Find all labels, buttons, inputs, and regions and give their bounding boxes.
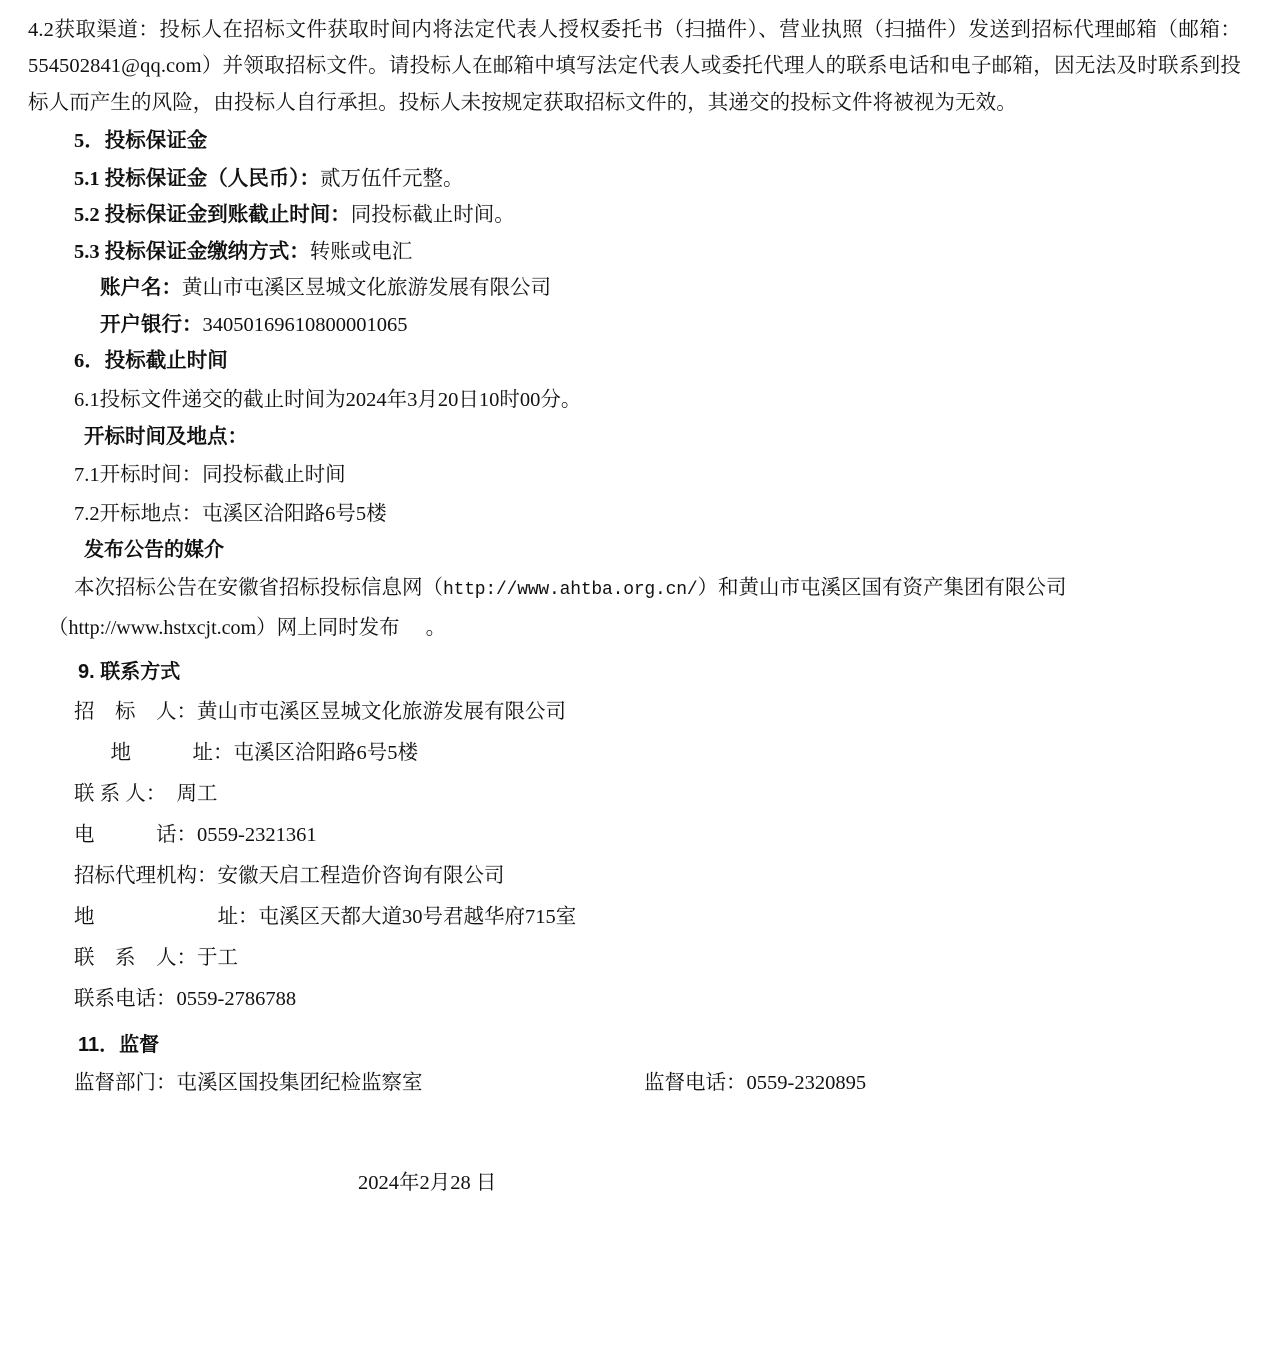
contact-value-agency: 安徽天启工程造价咨询有限公司 <box>217 864 505 887</box>
contact-row-bidder <box>28 692 1241 733</box>
item-7-2: 7.2开标地点：屯溪区洽阳路6号5楼 <box>74 502 387 525</box>
account-name-value: 黄山市屯溪区昱城文化旅游发展有限公司 <box>182 277 551 300</box>
contact-row-agency-phone <box>28 979 1241 1020</box>
heading-5: 5．投标保证金 <box>74 130 208 153</box>
account-name-label: 账户名： <box>100 277 182 300</box>
contact-label-agency-person: 联 系 人： <box>74 946 197 969</box>
contact-value-phone: 0559-2321361 <box>197 823 317 846</box>
contact-value-bidder: 黄山市屯溪区昱城文化旅游发展有限公司 <box>197 700 566 723</box>
media-text-part5: 。 <box>425 617 447 640</box>
media-text-part3: （ <box>48 617 69 640</box>
item-5-1 <box>28 161 1241 197</box>
ahtba-url: http://www.ahtba.org.cn/ <box>443 580 698 601</box>
contact-value-address: 屯溪区洽阳路6号5楼 <box>233 741 418 764</box>
contact-row-phone <box>28 815 1241 856</box>
item-5-3-label: 5.3 投标保证金缴纳方式： <box>74 240 310 263</box>
contact-row-person <box>28 774 1241 815</box>
contact-row-address <box>28 733 1241 774</box>
hstxcjt-url: http://www.hstxcjt.com <box>68 617 257 640</box>
item-5-2-label: 5.2 投标保证金到账截止时间： <box>74 204 351 227</box>
supervise-row <box>28 1064 1241 1103</box>
contact-value-agency-phone: 0559-2786788 <box>176 987 297 1010</box>
supervise-phone-value: 0559-2320895 <box>746 1072 867 1095</box>
contact-label-agency-phone: 联系电话： <box>74 987 177 1010</box>
media-paragraph-line1 <box>28 569 1241 609</box>
heading-9: 9. 联系方式 <box>78 661 181 684</box>
supervise-dept <box>74 1064 644 1103</box>
heading-6: 6．投标截止时间 <box>74 350 228 373</box>
supervise-phone-label: 监督电话： <box>644 1072 747 1095</box>
supervise-dept-label: 监督部门： <box>74 1072 177 1095</box>
contact-label-agency: 招标代理机构： <box>74 864 218 887</box>
document-date: 2024年2月28 日 <box>358 1172 497 1195</box>
bank-row <box>28 307 1241 343</box>
item-7-1: 7.1开标时间：同投标截止时间 <box>74 464 346 487</box>
contact-row-agency-address <box>28 897 1241 938</box>
contact-label-person: 联 系 人： <box>74 782 156 805</box>
item-5-2-value: 同投标截止时间。 <box>350 204 515 227</box>
media-text-part1: 本次招标公告在安徽省招标投标信息网（ <box>74 577 443 600</box>
item-5-1-label: 5.1 投标保证金（人民币）： <box>74 167 320 190</box>
contact-label-agency-address: 地 址： <box>74 905 259 928</box>
media-text-part2: ）和黄山市屯溪区国有资产集团有限公司 <box>697 577 1067 600</box>
contact-label-address: 地 址： <box>90 741 234 764</box>
account-name-row <box>28 270 1241 306</box>
item-5-2 <box>28 197 1241 233</box>
item-6-1: 6.1投标文件递交的截止时间为2024年3月20日10时00分。 <box>74 388 582 411</box>
paragraph-4-2: 4.2获取渠道：投标人在招标文件获取时间内将法定代表人授权委托书（扫描件）、营业执照（扫描件）发送到招标代理邮箱（邮箱：554502841@qq.com）并领取招标文件。请投标人在邮箱中填写法定代表人或委托代理人的联系电话和电子邮箱，因无法及时联系到投标人而产生的风险，由投标人自行承担。投标人未按规定获取招标文件的，其递交的投标文件将被视为无效。 <box>28 19 1241 114</box>
bank-value: 34050169610800001065 <box>202 313 408 336</box>
item-5-3 <box>28 234 1241 270</box>
supervise-phone <box>644 1064 866 1103</box>
heading-7: 开标时间及地点： <box>84 425 248 448</box>
heading-11: 11．监督 <box>78 1033 160 1056</box>
bank-label: 开户银行： <box>100 313 203 336</box>
supervise-dept-value: 屯溪区国投集团纪检监察室 <box>176 1072 423 1095</box>
contact-value-person: 周工 <box>156 782 218 805</box>
contact-row-agency <box>28 856 1241 897</box>
contact-row-agency-person <box>28 938 1241 979</box>
item-5-1-value: 贰万伍仟元整。 <box>320 167 464 190</box>
contact-value-agency-person: 于工 <box>197 946 238 969</box>
contact-label-bidder: 招 标 人： <box>74 700 197 723</box>
contact-value-agency-address: 屯溪区天都大道30号君越华府715室 <box>258 905 577 928</box>
media-text-part4: ）网上同时发布 <box>256 617 400 640</box>
item-5-3-value: 转账或电汇 <box>309 240 413 263</box>
heading-8: 发布公告的媒介 <box>84 538 224 561</box>
media-paragraph-line2 <box>28 609 1241 649</box>
contact-label-phone: 电 话： <box>74 823 197 846</box>
